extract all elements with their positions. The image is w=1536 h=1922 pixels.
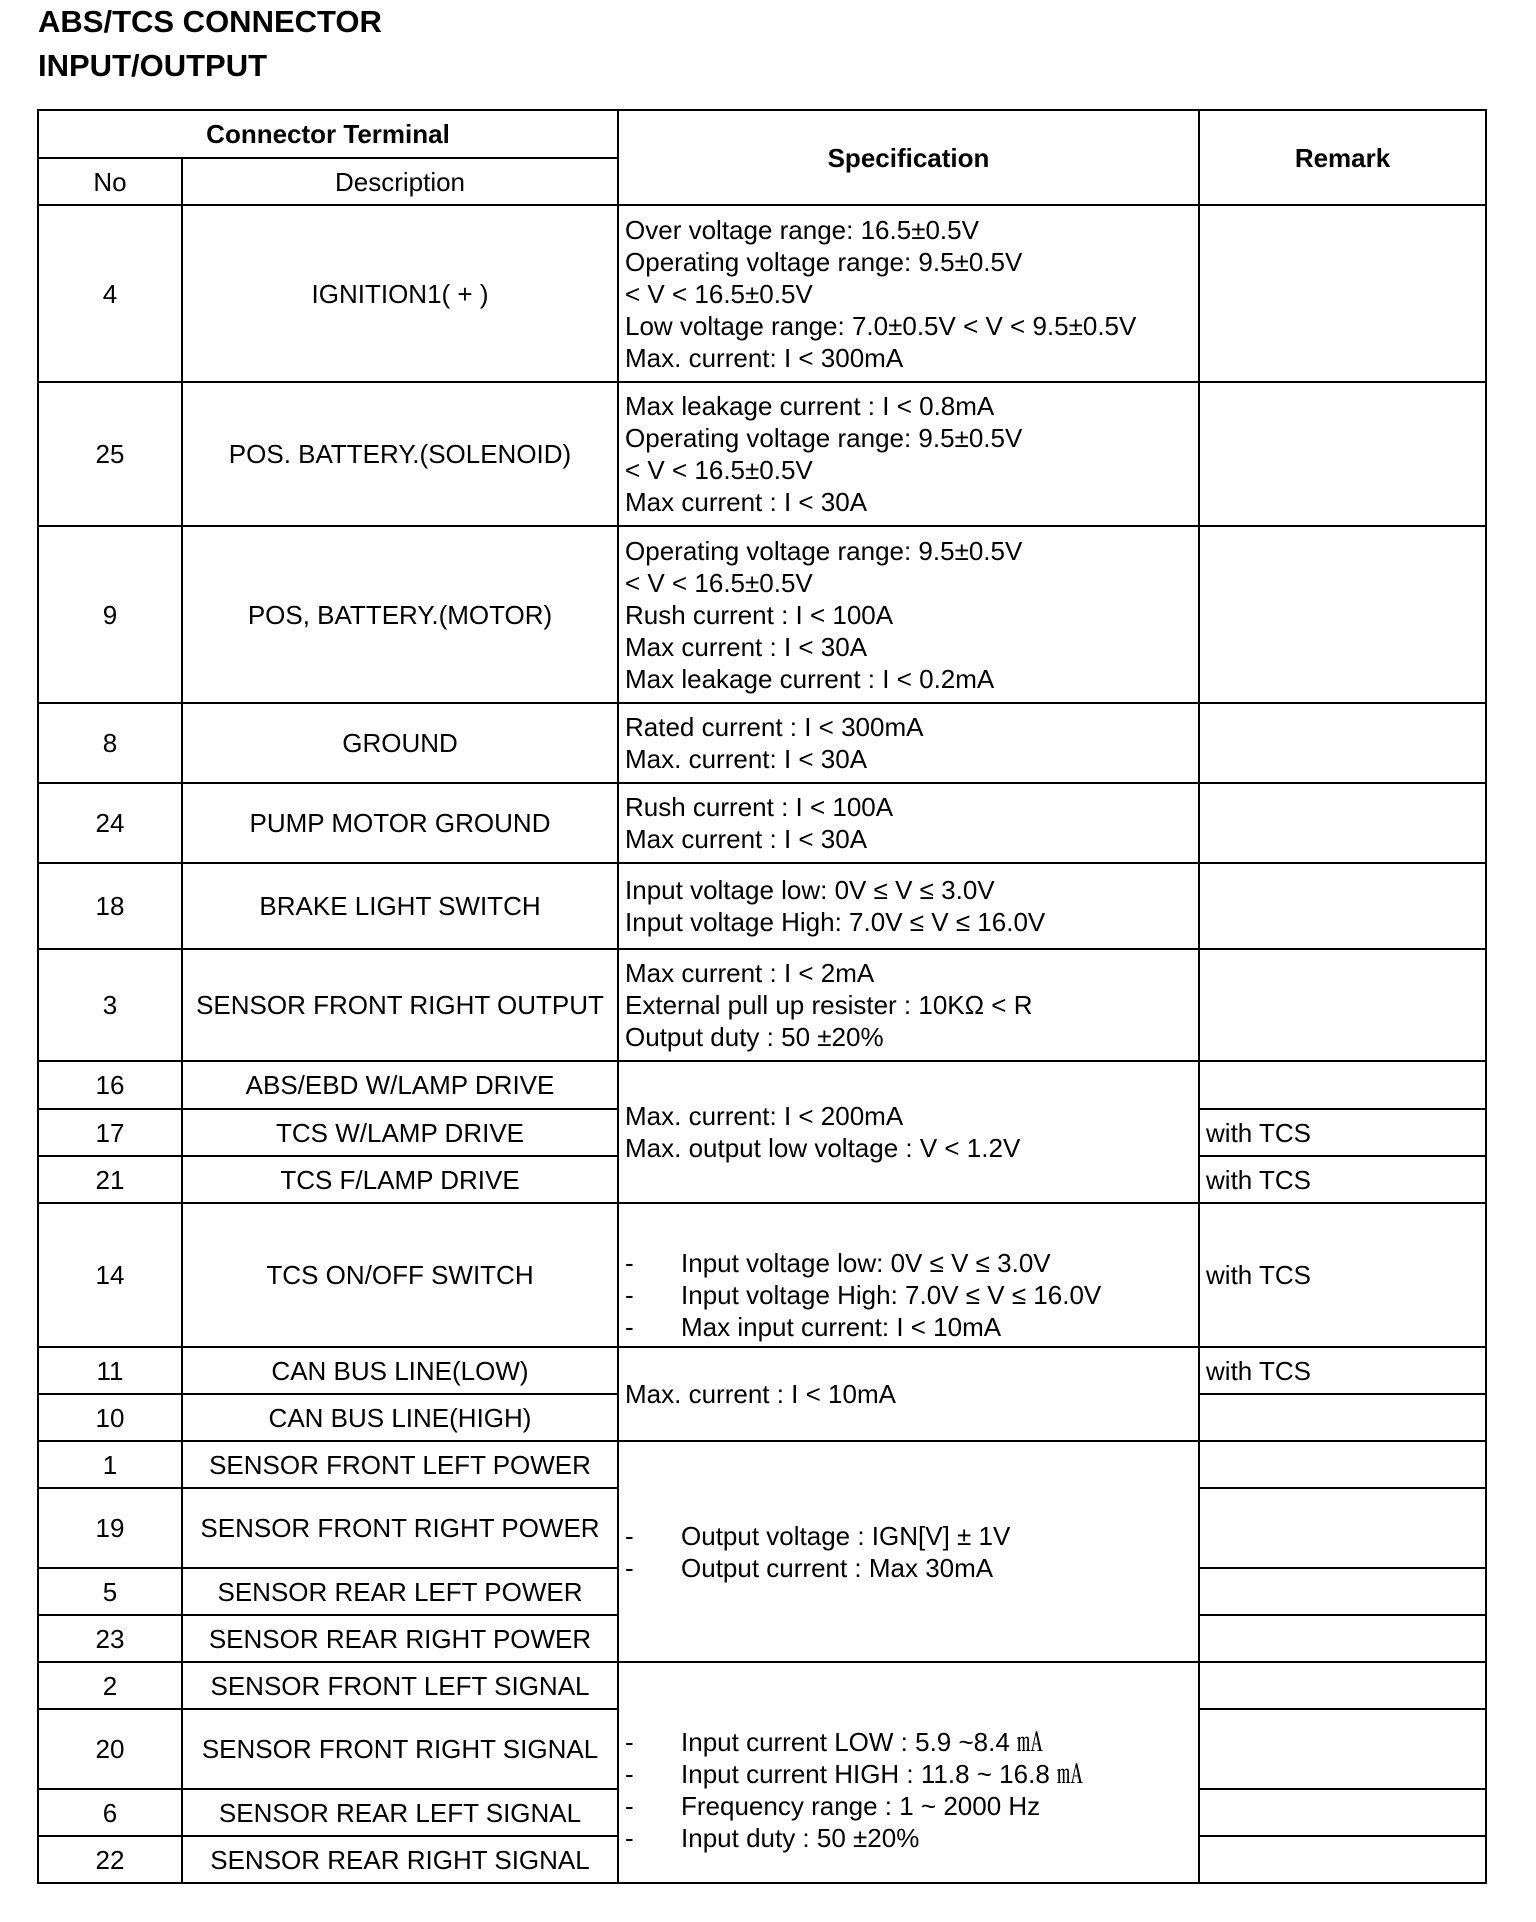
spec-line: Input voltage High: 7.0V ≤ V ≤ 16.0V [625,907,1046,937]
terminal-no: 23 [38,1615,182,1662]
remark-cell [1199,863,1486,949]
table-row [38,1061,1486,1109]
terminal-description: SENSOR REAR RIGHT SIGNAL [182,1836,618,1883]
terminal-description: SENSOR FRONT RIGHT SIGNAL [182,1709,618,1789]
terminal-description: SENSOR FRONT RIGHT POWER [182,1488,618,1568]
terminal-description: CAN BUS LINE(LOW) [182,1347,618,1394]
spec-line: Rush current : I < 100A [625,599,894,630]
table-row [38,1203,1486,1347]
table-row [38,863,1486,949]
terminal-no: 20 [38,1709,182,1789]
spec-line: Max. current: I < 30A [625,744,868,774]
remark-cell [1199,1568,1486,1615]
specification-cell [618,1347,1199,1441]
specification-cell [618,382,1199,526]
spec-line: Low voltage range: 7.0±0.5V < V < 9.5±0.5V [625,310,1137,341]
header-specification: Specification [618,110,1199,205]
spec-line: Operating voltage range: 9.5±0.5V [625,535,1023,566]
remark-cell [1199,1061,1486,1109]
spec-line: < V < 16.5±0.5V [625,455,813,485]
terminal-description: SENSOR REAR LEFT SIGNAL [182,1789,618,1836]
spec-line: - Frequency range : 1 ~ 2000 Hz [625,1790,1041,1821]
spec-line: Operating voltage range: 9.5±0.5V [625,246,1023,277]
terminal-description: ABS/EBD W/LAMP DRIVE [182,1061,618,1109]
terminal-no: 24 [38,783,182,863]
header-description: Description [182,158,618,205]
remark-cell [1199,1615,1486,1662]
table-row [38,382,1486,526]
terminal-no: 14 [38,1203,182,1347]
spec-line: - Output voltage : IGN[V] ± 1V [625,1520,1011,1551]
document-subtitle: INPUT/OUTPUT [38,48,268,83]
spec-line: < V < 16.5±0.5V [625,278,813,309]
terminal-no: 19 [38,1488,182,1568]
spec-line: - Output current : Max 30mA [625,1552,994,1583]
remark-cell [1199,949,1486,1061]
terminal-description: TCS F/LAMP DRIVE [182,1156,618,1203]
table-row [38,526,1486,703]
remark-cell [1199,205,1486,382]
remark-cell: with TCS [1199,1156,1486,1203]
spec-line: Max current : I < 30A [625,631,868,662]
terminal-description: TCS W/LAMP DRIVE [182,1109,618,1156]
terminal-description: CAN BUS LINE(HIGH) [182,1394,618,1441]
terminal-no: 4 [38,205,182,382]
table-row [38,1441,1486,1488]
terminal-no: 3 [38,949,182,1061]
spec-line: Over voltage range: 16.5±0.5V [625,214,979,245]
specification-cell [618,1662,1199,1883]
spec-line: Max current : I < 2mA [625,958,875,988]
terminal-no: 9 [38,526,182,703]
terminal-no: 10 [38,1394,182,1441]
spec-line: Max leakage current : I < 0.2mA [625,663,995,694]
spec-line: Max. current: I < 300mA [625,342,904,373]
specification-cell [618,863,1199,949]
terminal-description: POS. BATTERY.(SOLENOID) [182,382,618,526]
remark-cell: with TCS [1199,1109,1486,1156]
spec-line: - Input current HIGH : 11.8 ~ 16.8 ㎃ [625,1758,1084,1789]
remark-cell [1199,526,1486,703]
spec-line: Max current : I < 30A [625,824,868,854]
spec-line: - Max input current: I < 10mA [625,1312,1002,1342]
specification-cell [618,949,1199,1061]
remark-cell [1199,382,1486,526]
spec-line: Max. current : I < 10mA [625,1379,896,1409]
spec-line: Output duty : 50 ±20% [625,1022,884,1052]
remark-cell [1199,1488,1486,1568]
terminal-no: 22 [38,1836,182,1883]
remark-cell [1199,703,1486,783]
spec-line: < V < 16.5±0.5V [625,567,813,598]
terminal-description: PUMP MOTOR GROUND [182,783,618,863]
spec-line: Input voltage low: 0V ≤ V ≤ 3.0V [625,875,995,905]
terminal-description: TCS ON/OFF SWITCH [182,1203,618,1347]
remark-cell [1199,1662,1486,1709]
specification-cell [618,526,1199,703]
remark-cell: with TCS [1199,1347,1486,1394]
specification-cell [618,205,1199,382]
terminal-description: SENSOR FRONT LEFT SIGNAL [182,1662,618,1709]
terminal-description: SENSOR FRONT LEFT POWER [182,1441,618,1488]
remark-cell [1199,783,1486,863]
remark-cell [1199,1709,1486,1789]
remark-cell: with TCS [1199,1203,1486,1347]
specification-cell [618,1061,1199,1203]
table-row [38,949,1486,1061]
table-row [38,783,1486,863]
spec-line: Rush current : I < 100A [625,792,894,822]
connector-spec-table [37,109,1487,1884]
spec-line: Max current : I < 30A [625,487,868,517]
spec-line: Max. output low voltage : V < 1.2V [625,1133,1021,1163]
remark-cell [1199,1394,1486,1441]
spec-line: Operating voltage range: 9.5±0.5V [625,423,1023,453]
terminal-no: 25 [38,382,182,526]
table-row [38,205,1486,382]
terminal-no: 8 [38,703,182,783]
document-title: ABS/TCS CONNECTOR [38,4,382,39]
spec-line: - Input duty : 50 ±20% [625,1822,920,1853]
header-connector-terminal: Connector Terminal [38,110,618,158]
terminal-description: BRAKE LIGHT SWITCH [182,863,618,949]
spec-line: Rated current : I < 300mA [625,712,924,742]
terminal-description: GROUND [182,703,618,783]
terminal-no: 1 [38,1441,182,1488]
spec-line: Max. current: I < 200mA [625,1101,904,1131]
specification-cell [618,703,1199,783]
terminal-description: POS, BATTERY.(MOTOR) [182,526,618,703]
header-remark: Remark [1199,110,1486,205]
table-row [38,1347,1486,1394]
terminal-no: 17 [38,1109,182,1156]
spec-line: - Input current LOW : 5.9 ~8.4 ㎃ [625,1726,1044,1757]
spec-line: External pull up resister : 10KΩ < R [625,990,1033,1020]
table-row [38,703,1486,783]
terminal-no: 16 [38,1061,182,1109]
remark-cell [1199,1441,1486,1488]
terminal-no: 2 [38,1662,182,1709]
terminal-no: 6 [38,1789,182,1836]
terminal-no: 21 [38,1156,182,1203]
terminal-no: 11 [38,1347,182,1394]
remark-cell [1199,1789,1486,1836]
remark-cell [1199,1836,1486,1883]
spec-line: Max leakage current : I < 0.8mA [625,391,995,421]
terminal-no: 18 [38,863,182,949]
terminal-description: SENSOR REAR LEFT POWER [182,1568,618,1615]
terminal-description: SENSOR FRONT RIGHT OUTPUT [182,949,618,1061]
spec-line: - Input voltage High: 7.0V ≤ V ≤ 16.0V [625,1280,1102,1310]
specification-cell [618,783,1199,863]
terminal-description: IGNITION1( + ) [182,205,618,382]
table-row [38,1662,1486,1709]
header-no: No [38,158,182,205]
terminal-description: SENSOR REAR RIGHT POWER [182,1615,618,1662]
terminal-no: 5 [38,1568,182,1615]
spec-line: - Input voltage low: 0V ≤ V ≤ 3.0V [625,1248,1051,1278]
specification-cell [618,1441,1199,1662]
specification-cell [618,1203,1199,1347]
